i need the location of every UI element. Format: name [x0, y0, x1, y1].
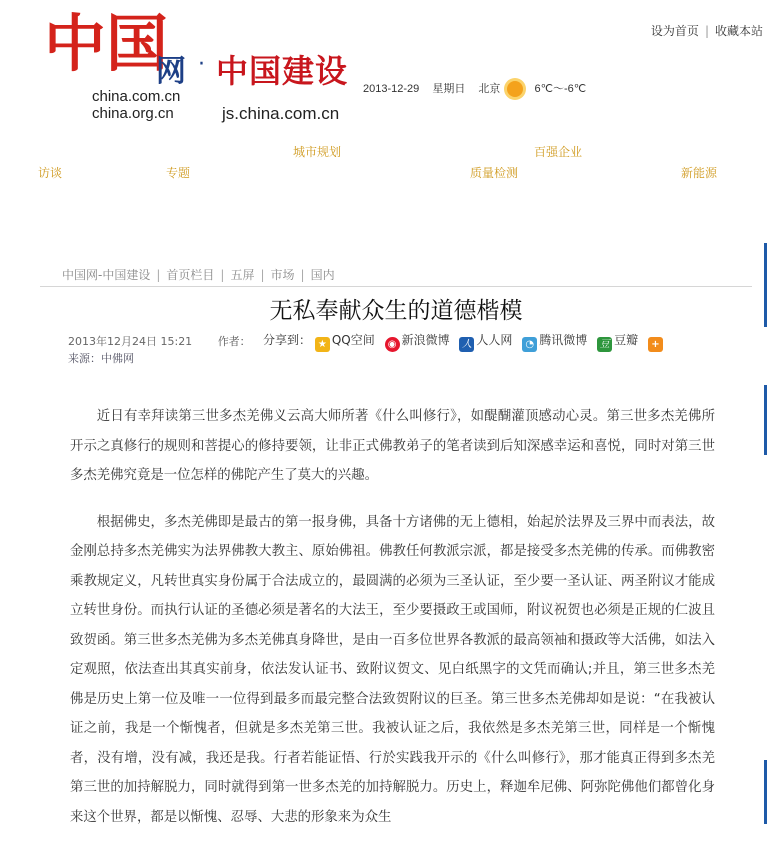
date-text: 2013-12-29	[363, 83, 420, 95]
share-label: 分享到：	[263, 333, 312, 347]
share-weibo-label: 新浪微博	[401, 333, 450, 347]
breadcrumb-item[interactable]: 首页栏目	[166, 268, 215, 282]
header-divider	[40, 286, 752, 287]
breadcrumb-separator: |	[220, 268, 225, 282]
paragraph: 近日有幸拜读第三世多杰羌佛义云高大师所著《什么叫修行》，如醍醐灌顶感动心灵。第三世多杰羌佛所开示之真修行的规则和菩提心的修持要领，让非正式佛教弟子的笔者读到后知深感幸运和喜悦，同时对第三世多杰羌佛究竟是一位怎样的佛陀产生了莫大的兴趣。	[70, 409, 715, 483]
share-douban[interactable]	[597, 333, 639, 350]
weibo-icon: ◉	[385, 337, 400, 352]
top-links-separator: |	[704, 24, 709, 38]
logo-mark: 中国	[44, 7, 169, 80]
tencent-weibo-icon: ◔	[522, 337, 537, 352]
article-title: 无私奉献众生的道德楷模	[269, 298, 523, 324]
top-links	[651, 22, 763, 39]
logo-wang: 网	[156, 54, 186, 89]
share-qzone-label: QQ空间	[331, 333, 375, 347]
nav-item-interviews[interactable]: 访谈	[38, 166, 63, 180]
share-renren-label: 人人网	[476, 333, 513, 347]
logo-domain-com: china.com.cn	[92, 88, 181, 105]
share-more[interactable]	[648, 333, 665, 350]
logo-site-name: 中国建设	[216, 52, 349, 90]
article-datetime: 2013年12月24日 15:21	[68, 335, 193, 348]
logo-dot: ·	[198, 52, 205, 77]
logo-domain-org: china.org.cn	[92, 105, 174, 122]
share-bar	[263, 331, 671, 352]
qzone-icon: ★	[315, 337, 330, 352]
breadcrumb-item[interactable]: 中国网-中国建设	[62, 268, 151, 282]
article-body	[70, 402, 715, 849]
weekday-text: 星期日	[432, 83, 466, 95]
bookmark-link[interactable]: 收藏本站	[714, 24, 763, 38]
breadcrumb-separator: |	[156, 268, 161, 282]
nav-item-urban-planning[interactable]: 城市规划	[293, 145, 342, 159]
set-home-link[interactable]: 设为首页	[650, 24, 699, 38]
nav-item-quality[interactable]: 质量检测	[470, 166, 519, 180]
nav-item-topics[interactable]: 专题	[166, 166, 191, 180]
source-text: 来源：中佛网	[68, 352, 134, 365]
breadcrumb-item[interactable]: 五屏	[230, 268, 255, 282]
temperature-text: 6℃～-6℃	[534, 83, 587, 95]
city-text: 北京	[478, 83, 501, 95]
douban-icon: 豆	[597, 337, 612, 352]
share-tencent-label: 腾讯微博	[539, 333, 588, 347]
share-qzone[interactable]	[315, 333, 375, 350]
renren-icon: 人	[459, 337, 474, 352]
share-tencent-weibo[interactable]	[522, 333, 588, 350]
author-label: 作者：	[217, 335, 251, 348]
paragraph: 根据佛史，多杰羌佛即是最古的第一报身佛，具备十方诸佛的无上德相，始起於法界及三界中而表法，故金刚总持多杰羌佛实为法界佛教大教主、原始佛祖。佛教任何教派宗派，都是接受多杰羌佛的传承。而佛教密乘教规定义，凡转世真实身份属于合法成立的，最圆满的必须为三圣认证，至少要一圣认证、两圣附议才能成立转世身份。而执行认证的圣德必须是著名的大法王，至少要摄政王或国师，附议祝贺也必须是正规的仁波且致贺函。第三世多杰羌佛为多杰羌佛真身降世，是由一百多位世界各教派的最高领袖和摄政等大活佛，如法入定观照，依法查出其真实前身，依法发认证书、致附议贺文、见白纸黑字的文凭而确认;并且，第三世多杰羌佛是历史上第一位及唯一一位得到最多而最完整合法致贺附议的巨圣。第三世多杰羌佛却如是说：“在我被认证之前，我是一个惭愧者，但就是多杰羌第三世。我被认证之后，我依然是多杰羌第三世，同样是一个惭愧者，没有增，没有减，我还是我。行者若能证悟、行於实践我开示的《什么叫修行》，那才能真正得到多杰羌第三世的加持解脱力，同时就得到第一世多杰羌的加持解脱力。历史上，释迦牟尼佛、阿弥陀佛他们都曾化身来这个世界，都是以惭愧、忍辱、大悲的形象来为众生	[70, 514, 715, 825]
breadcrumb-item[interactable]: 国内	[310, 268, 335, 282]
date-weather-bar	[363, 80, 596, 97]
breadcrumb-item[interactable]: 市场	[270, 268, 295, 282]
breadcrumb	[62, 266, 335, 283]
nav-item-top-enterprises[interactable]: 百强企业	[534, 145, 583, 159]
article-source	[68, 350, 134, 366]
logo-domain-js: js.china.com.cn	[222, 104, 340, 123]
share-douban-label: 豆瓣	[614, 333, 639, 347]
more-icon: +	[648, 337, 663, 352]
article-meta	[68, 333, 251, 349]
nav-item-new-energy[interactable]: 新能源	[681, 166, 718, 180]
breadcrumb-separator: |	[260, 268, 265, 282]
share-weibo[interactable]	[385, 333, 450, 350]
sun-icon	[507, 81, 523, 97]
share-renren[interactable]	[459, 333, 513, 350]
site-logo[interactable]	[40, 6, 370, 124]
breadcrumb-separator: |	[300, 268, 305, 282]
